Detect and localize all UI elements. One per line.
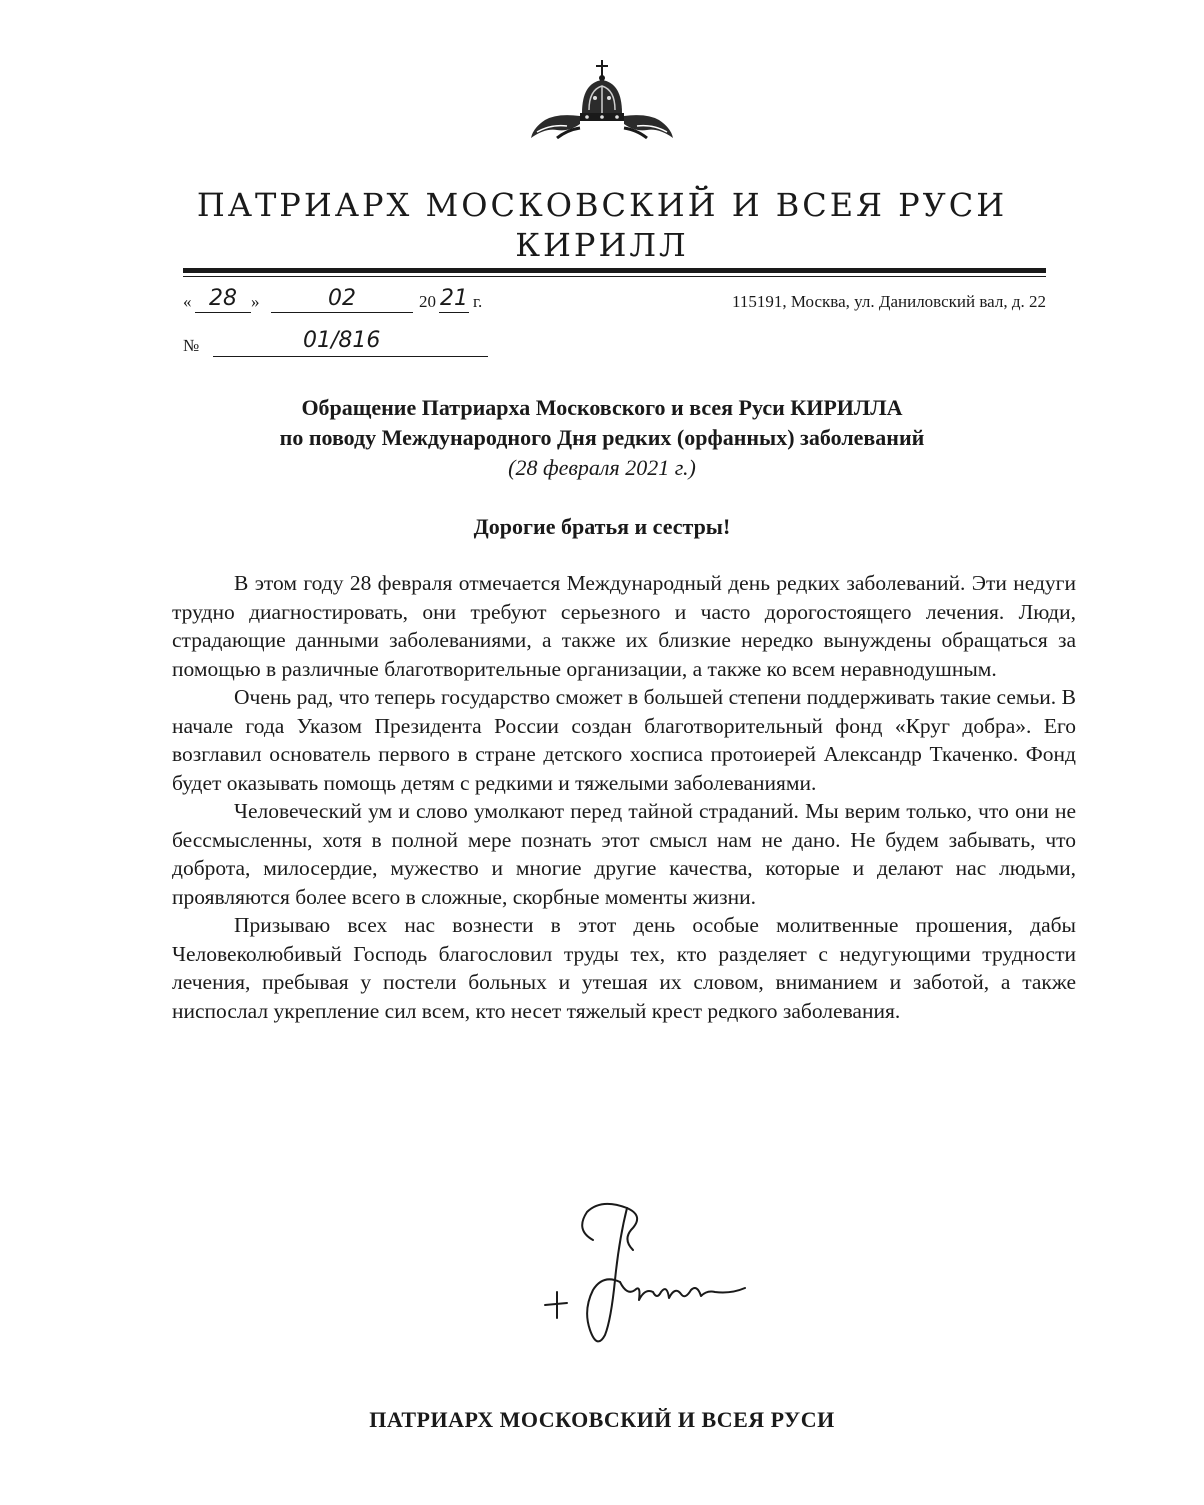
quote-close: » [251,292,260,311]
paragraph: Человеческий ум и слово умолкают перед тайной страданий. Мы верим только, что они не бессмысленны, хотя в полной мере познать этот смысл нам не дано. Не будем забывать, что доброта, милосердие, мужество и многие другие качества, которые и делают нас людьми, проявляются более всего в сложные, скорбные моменты жизни. [172,799,1076,909]
number-label: № [183,336,200,355]
patriarch-crown-emblem-icon [527,58,677,148]
quote-open: « [183,292,192,311]
document-heading-line2: по поводу Международного Дня редких (орфанных) заболеваний [279,425,925,450]
year-underline [439,312,469,313]
document-heading-line1: Обращение Патриарха Московского и всея Руси КИРИЛЛА [301,395,903,420]
letterhead-rule-thin [183,276,1046,277]
letter-body [172,569,1076,1025]
document-heading-date: (28 февраля 2021 г.) [508,455,696,480]
month-underline [271,312,413,313]
signatory-title: ПАТРИАРХ МОСКОВСКИЙ И ВСЕЯ РУСИ [369,1407,835,1432]
letterhead-title: ПАТРИАРХ МОСКОВСКИЙ И ВСЕЯ РУСИ [196,186,1008,224]
paragraph: Очень рад, что теперь государство сможет в большей степени поддерживать такие семьи. В начале года Указом Президента России создан благотворительный фонд «Круг добра». Его возглавил основатель первого в стране детского хосписа протоиерей Александр Ткаченко. Фонд будет оказывать помощь детям с редкими и тяжелыми заболеваниями. [172,685,1076,795]
letterhead-name: КИРИЛЛ [515,226,689,264]
year-unit: г. [473,292,483,311]
paragraph: Призываю всех нас вознести в этот день особые молитвенные прошения, дабы Человеколюбивый Господь благословил труды тех, кто разделяет с недугующими трудности лечения, пребывая у постели больных и утешая их словом, вниманием и заботой, а также ниспослал укрепление сил всем, кто несет тяжелый крест редкого заболевания. [172,913,1076,1023]
day-underline [195,312,251,313]
sender-address: 115191, Москва, ул. Даниловский вал, д. 22 [731,292,1046,311]
date-day: 28 [209,286,237,311]
year-prefix: 20 [419,292,436,311]
handwritten-signature [535,1200,765,1360]
number-underline [213,356,488,357]
letterhead-rule [183,268,1046,273]
date-field [183,286,513,316]
paragraph: В этом году 28 февраля отмечается Международный день редких заболеваний. Эти недуги трудно диагностировать, они требуют серьезного и часто дорогостоящего лечения. Люди, страдающие данными заболеваниями, а также их близкие нередко вынуждены обращаться за помощью в различные благотворительные организации, а также ко всем неравнодушным. [172,571,1076,681]
document-number-field [183,328,493,360]
date-month: 02 [328,286,356,311]
document-number: 01/816 [303,328,381,353]
salutation: Дорогие братья и сестры! [473,514,731,539]
date-year: 21 [440,286,468,311]
